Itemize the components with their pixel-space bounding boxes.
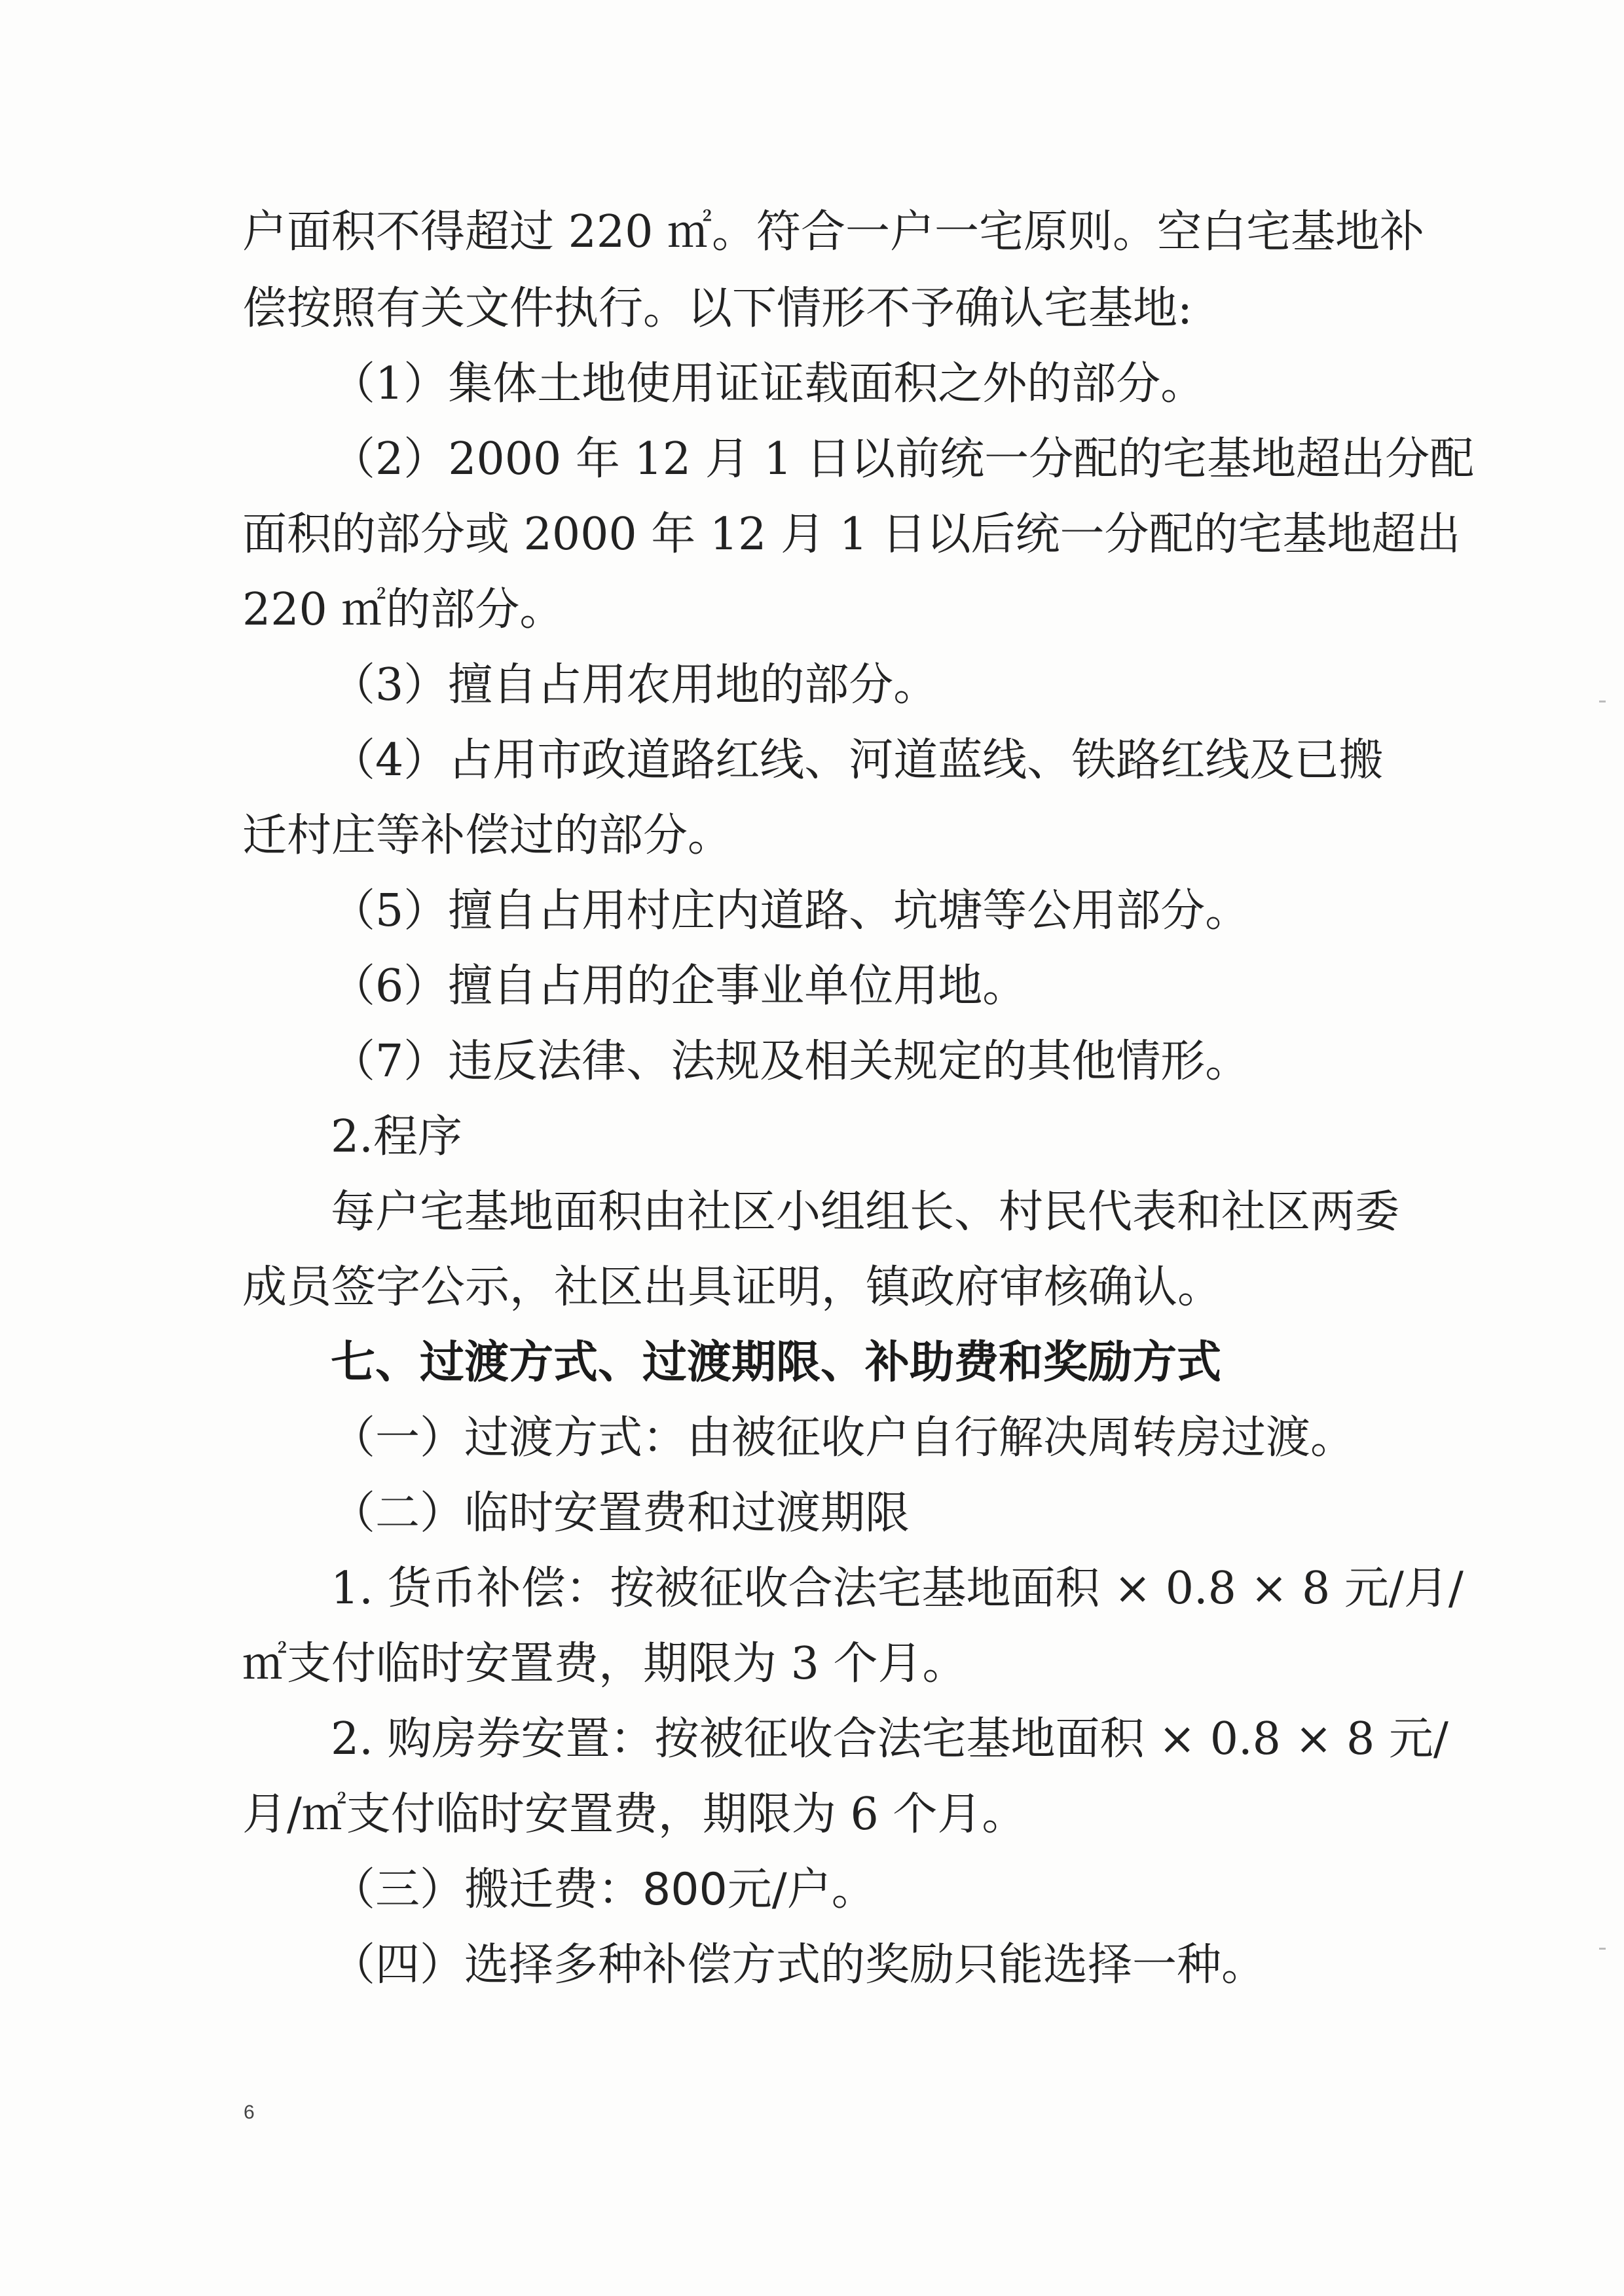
- text-line: 偿按照有关文件执行。以下情形不予确认宅基地:: [242, 283, 1192, 335]
- section-heading: 七、过渡方式、过渡期限、补助费和奖励方式: [331, 1337, 1222, 1389]
- list-item: （5）擅自占用村庄内道路、坑塘等公用部分。: [331, 885, 1250, 937]
- subsection-heading: （四）选择多种补偿方式的奖励只能选择一种。: [331, 1939, 1266, 1991]
- page-number: 6: [244, 2102, 255, 2123]
- list-item: （3）擅自占用农用地的部分。: [331, 659, 938, 711]
- paragraph-line: 2. 购房券安置：按被征收合法宅基地面积 × 0.8 × 8 元/: [331, 1713, 1449, 1765]
- text-line: 220 ㎡的部分。: [242, 584, 564, 636]
- text-line: 迁村庄等补偿过的部分。: [242, 810, 733, 862]
- list-item: （6）擅自占用的企事业单位用地。: [331, 960, 1027, 1012]
- text-line: 面积的部分或 2000 年 12 月 1 日以后统一分配的宅基地超出: [242, 509, 1461, 560]
- list-item: （1）集体土地使用证证载面积之外的部分。: [331, 358, 1206, 410]
- list-item: （4）占用市政道路红线、河道蓝线、铁路红线及已搬: [331, 735, 1384, 786]
- text-line: ㎡支付临时安置费，期限为 3 个月。: [242, 1638, 967, 1690]
- list-item: （2）2000 年 12 月 1 日以前统一分配的宅基地超出分配: [331, 433, 1475, 485]
- paragraph-line: 1. 货币补偿：按被征收合法宅基地面积 × 0.8 × 8 元/月/: [331, 1563, 1464, 1614]
- subsection-heading: （一）过渡方式：由被征收户自行解决周转房过渡。: [331, 1412, 1356, 1464]
- subsection-heading: （二）临时安置费和过渡期限: [331, 1487, 910, 1539]
- text-line: 成员签字公示，社区出具证明，镇政府审核确认。: [242, 1262, 1223, 1313]
- scan-mark: [1599, 701, 1606, 702]
- list-item: （7）违反法律、法规及相关规定的其他情形。: [331, 1036, 1250, 1087]
- text-line: 户面积不得超过 220 ㎡。符合一户一宅原则。空白宅基地补: [242, 206, 1425, 258]
- subsection-heading: 2.程序: [331, 1111, 462, 1163]
- subsection-heading: （三）搬迁费：800元/户。: [331, 1864, 876, 1916]
- text-line: 月/㎡支付临时安置费，期限为 6 个月。: [242, 1789, 1027, 1840]
- scan-mark: [1599, 1948, 1606, 1950]
- paragraph-line: 每户宅基地面积由社区小组组长、村民代表和社区两委: [331, 1186, 1400, 1238]
